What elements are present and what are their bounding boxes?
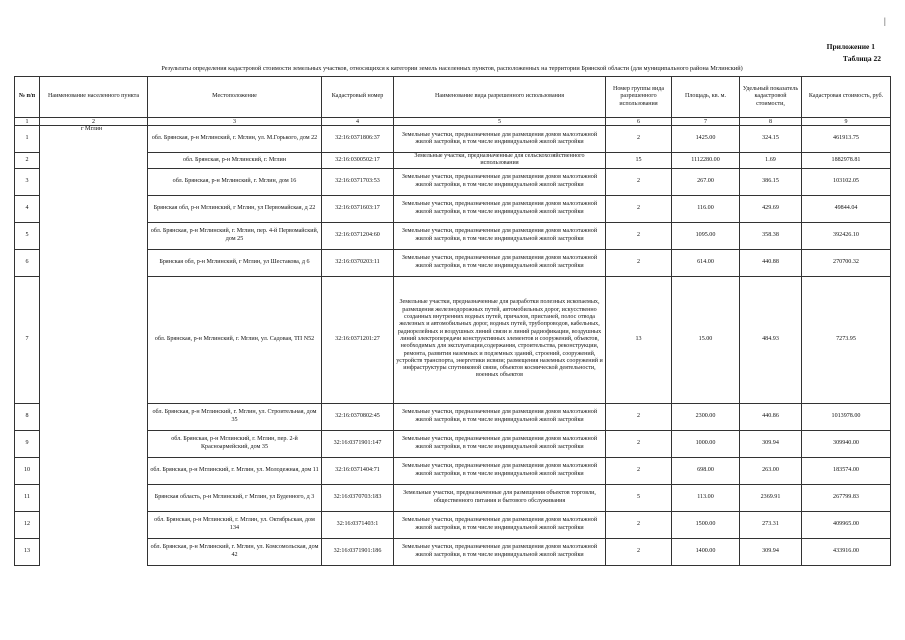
cadastral-number: 32:16:0370203:11	[322, 249, 394, 276]
table-row	[15, 249, 891, 276]
permitted-use: Земельные участки, предназначенные для размещения домов малоэтажной жилой застройки, в том числе индивидуальной жилой застройки	[394, 222, 606, 249]
cadastral-number: 32:16:0371204:60	[322, 222, 394, 249]
column-number: 3	[148, 118, 322, 126]
specific-value: 309.94	[740, 538, 802, 565]
location: обл. Брянская, р-н Мглинский, г. Мглин, пер. 2-й Красноармейский, дом 35	[148, 430, 322, 457]
row-number: 6	[15, 249, 40, 276]
location: обл. Брянская, р-н Мглинский, г. Мглин, ул. Молодежная, дом 11	[148, 457, 322, 484]
settlement-name	[40, 484, 148, 511]
header-permitted-use: Наименование вида разрешенного использования	[394, 77, 606, 118]
permitted-use: Земельные участки, предназначенные для размещения домов малоэтажной жилой застройки, в том числе индивидуальной жилой застройки	[394, 538, 606, 565]
location: обл. Брянская, р-н Мглинский, г. Мглин, ул. Строительная, дом 35	[148, 403, 322, 430]
area: 1000.00	[672, 430, 740, 457]
permitted-use: Земельные участки, предназначенные для сельскохозяйственного использования	[394, 153, 606, 169]
permitted-use: Земельные участки, предназначенные для размещения объектов торговли, общественного питания и бытового обслуживания	[394, 484, 606, 511]
cadastral-value: 49844.04	[802, 195, 891, 222]
area: 1112280.00	[672, 153, 740, 169]
cadastral-number: 32:16:0371703:53	[322, 168, 394, 195]
use-group: 2	[606, 195, 672, 222]
header-number: № п/п	[15, 77, 40, 118]
cadastral-value: 392426.10	[802, 222, 891, 249]
specific-value: 440.86	[740, 403, 802, 430]
column-number: 1	[15, 118, 40, 126]
cadastral-value: 309940.00	[802, 430, 891, 457]
settlement-name	[40, 276, 148, 403]
row-number: 11	[15, 484, 40, 511]
table-number-label: Таблица 22	[842, 54, 881, 63]
cadastral-value: 183574.00	[802, 457, 891, 484]
row-number: 8	[15, 403, 40, 430]
settlement-name	[40, 168, 148, 195]
specific-value: 324.15	[740, 126, 802, 153]
use-group: 2	[606, 457, 672, 484]
location: обл. Брянская, р-н Мглинский, г. Мглин, ул. Комсомольская, дом 42	[148, 538, 322, 565]
cadastral-value: 461913.75	[802, 126, 891, 153]
location: обл. Брянская, р-н Мглинский, г. Мглин, пер. 4-й Первомайский, дом 25	[148, 222, 322, 249]
header-specific-value: Удельный показатель кадастровой стоимости,	[740, 77, 802, 118]
use-group: 2	[606, 403, 672, 430]
row-number: 5	[15, 222, 40, 249]
location: обл. Брянская, р-н Мглинский, г. Мглин, ул. Садовая, ТП N52	[148, 276, 322, 403]
cadastral-value: 1882978.81	[802, 153, 891, 169]
location: обл. Брянская, р-н Мглинский, г. Мглин, ул. Октябрьская, дом 134	[148, 511, 322, 538]
settlement-name	[40, 403, 148, 430]
cadastral-value: 267799.83	[802, 484, 891, 511]
cadastral-number: 32:16:0371201:27	[322, 276, 394, 403]
row-number: 7	[15, 276, 40, 403]
use-group: 2	[606, 538, 672, 565]
use-group: 2	[606, 222, 672, 249]
area: 113.00	[672, 484, 740, 511]
settlement-name	[40, 430, 148, 457]
specific-value: 429.69	[740, 195, 802, 222]
permitted-use: Земельные участки, предназначенные для размещения домов малоэтажной жилой застройки, в том числе индивидуальной жилой застройки	[394, 249, 606, 276]
permitted-use: Земельные участки, предназначенные для разработки полезных ископаемых, размещения железнодорожных путей, автомобильных дорог, искусственно созданных внутренних водных путей, причалов, пристаней, полос отвода железных и автомобильных дорог, водных путей, трубопроводов, кабельных, радиорелейных и воздушных линий связи и линий радиофикации, воздушных линий электропередачи конструктивных элементов и сооружений, объектов, необходимых для эксплуатации,содержания, строительства, реконструкции, ремонта, развития наземных и подземных зданий, строений, сооружений, устройств транспорта, энергетики исвязи; размещения наземных сооружений и инфраструктуры спутниковой связи, объектов космической деятельности, военных объектов	[394, 276, 606, 403]
area: 2300.00	[672, 403, 740, 430]
specific-value: 273.31	[740, 511, 802, 538]
area: 1500.00	[672, 511, 740, 538]
column-number: 5	[394, 118, 606, 126]
settlement-name	[40, 511, 148, 538]
specific-value: 309.94	[740, 430, 802, 457]
table-row	[15, 457, 891, 484]
column-number: 4	[322, 118, 394, 126]
permitted-use: Земельные участки, предназначенные для размещения домов малоэтажной жилой застройки, в том числе индивидуальной жилой застройки	[394, 430, 606, 457]
cadastral-number: 32:16:0370703:183	[322, 484, 394, 511]
specific-value: 440.88	[740, 249, 802, 276]
cadastral-number: 32:16:0371403:1	[322, 511, 394, 538]
permitted-use: Земельные участки, предназначенные для размещения домов малоэтажной жилой застройки, в том числе индивидуальной жилой застройки	[394, 126, 606, 153]
table-row	[15, 511, 891, 538]
location: Брянская обл, р-н Мглинский, г Мглин, ул Первомайская, д 22	[148, 195, 322, 222]
specific-value: 484.93	[740, 276, 802, 403]
area: 267.00	[672, 168, 740, 195]
column-number: 8	[740, 118, 802, 126]
document-title: Результаты определения кадастровой стоимости земельных участков, относящихся к категории земель населенных пунктов, расположенных на территории Брянской области (для муниципального района Мглинский)	[161, 65, 743, 72]
cadastral-value: 103102.05	[802, 168, 891, 195]
header-area: Площадь, кв. м.	[672, 77, 740, 118]
row-number: 10	[15, 457, 40, 484]
specific-value: 386.15	[740, 168, 802, 195]
use-group: 15	[606, 153, 672, 169]
location: Брянская область, р-н Мглинский, г Мглин, ул Буденного, д 3	[148, 484, 322, 511]
column-number: 2	[40, 118, 148, 126]
header-cadastral-number: Кадастровый номер	[322, 77, 394, 118]
table-row	[15, 153, 891, 169]
cadastral-number: 32:16:0371806:37	[322, 126, 394, 153]
cadastral-value: 270700.32	[802, 249, 891, 276]
area: 1425.00	[672, 126, 740, 153]
header-settlement: Наименование населенного пункта	[40, 77, 148, 118]
location: обл. Брянская, р-н Мглинский, г. Мглин, дом 16	[148, 168, 322, 195]
specific-value: 1.69	[740, 153, 802, 169]
use-group: 2	[606, 430, 672, 457]
table-row	[15, 222, 891, 249]
cadastral-value: 433916.00	[802, 538, 891, 565]
settlement-name: г Мглин	[40, 126, 148, 153]
location: Брянская обл, р-н Мглинский, г Мглин, ул Шестакова, д 6	[148, 249, 322, 276]
specific-value: 263.00	[740, 457, 802, 484]
use-group: 2	[606, 126, 672, 153]
table-row	[15, 484, 891, 511]
cadastral-value: 1013978.00	[802, 403, 891, 430]
cadastral-value: 7273.95	[802, 276, 891, 403]
header-cadastral-value: Кадастровая стоимость, руб.	[802, 77, 891, 118]
cadastral-value-table	[14, 76, 891, 566]
settlement-name	[40, 195, 148, 222]
row-number: 3	[15, 168, 40, 195]
cadastral-value: 409965.00	[802, 511, 891, 538]
cadastral-number: 32:16:0371404:71	[322, 457, 394, 484]
row-number: 2	[15, 153, 40, 169]
page-mark: |	[884, 16, 886, 26]
use-group: 2	[606, 511, 672, 538]
use-group: 5	[606, 484, 672, 511]
permitted-use: Земельные участки, предназначенные для размещения домов малоэтажной жилой застройки, в том числе индивидуальной жилой застройки	[394, 195, 606, 222]
permitted-use: Земельные участки, предназначенные для размещения домов малоэтажной жилой застройки, в том числе индивидуальной жилой застройки	[394, 403, 606, 430]
settlement-name	[40, 249, 148, 276]
table-row	[15, 538, 891, 565]
cadastral-number: 32:16:0371603:17	[322, 195, 394, 222]
row-number: 1	[15, 126, 40, 153]
table-row	[15, 195, 891, 222]
appendix-label: Приложение 1	[826, 42, 875, 51]
use-group: 13	[606, 276, 672, 403]
area: 116.00	[672, 195, 740, 222]
row-number: 12	[15, 511, 40, 538]
column-number: 9	[802, 118, 891, 126]
header-use-group: Номер группы вида разрешенного использования	[606, 77, 672, 118]
table-row	[15, 430, 891, 457]
area: 1400.00	[672, 538, 740, 565]
row-number: 9	[15, 430, 40, 457]
table-row	[15, 126, 891, 153]
settlement-name	[40, 153, 148, 169]
cadastral-number: 32:16:0370802:45	[322, 403, 394, 430]
header-location: Местоположение	[148, 77, 322, 118]
specific-value: 2369.91	[740, 484, 802, 511]
permitted-use: Земельные участки, предназначенные для размещения домов малоэтажной жилой застройки, в том числе индивидуальной жилой застройки	[394, 511, 606, 538]
cadastral-number: 32:16:0371901:186	[322, 538, 394, 565]
permitted-use: Земельные участки, предназначенные для размещения домов малоэтажной жилой застройки, в том числе индивидуальной жилой застройки	[394, 457, 606, 484]
use-group: 2	[606, 168, 672, 195]
area: 698.00	[672, 457, 740, 484]
settlement-name	[40, 538, 148, 565]
settlement-name	[40, 457, 148, 484]
area: 15.00	[672, 276, 740, 403]
column-number: 6	[606, 118, 672, 126]
row-number: 13	[15, 538, 40, 565]
area: 1095.00	[672, 222, 740, 249]
cadastral-number: 32:16:0300502:17	[322, 153, 394, 169]
row-number: 4	[15, 195, 40, 222]
table-row	[15, 276, 891, 403]
specific-value: 358.38	[740, 222, 802, 249]
area: 614.00	[672, 249, 740, 276]
location: обл. Брянская, р-н Мглинский, г. Мглин, ул. М.Горького, дом 22	[148, 126, 322, 153]
location: обл. Брянская, р-н Мглинский, г. Мглин	[148, 153, 322, 169]
settlement-name	[40, 222, 148, 249]
table-row	[15, 403, 891, 430]
table-row	[15, 168, 891, 195]
cadastral-number: 32:16:0371901:147	[322, 430, 394, 457]
use-group: 2	[606, 249, 672, 276]
column-number: 7	[672, 118, 740, 126]
permitted-use: Земельные участки, предназначенные для размещения домов малоэтажной жилой застройки, в том числе индивидуальной жилой застройки	[394, 168, 606, 195]
